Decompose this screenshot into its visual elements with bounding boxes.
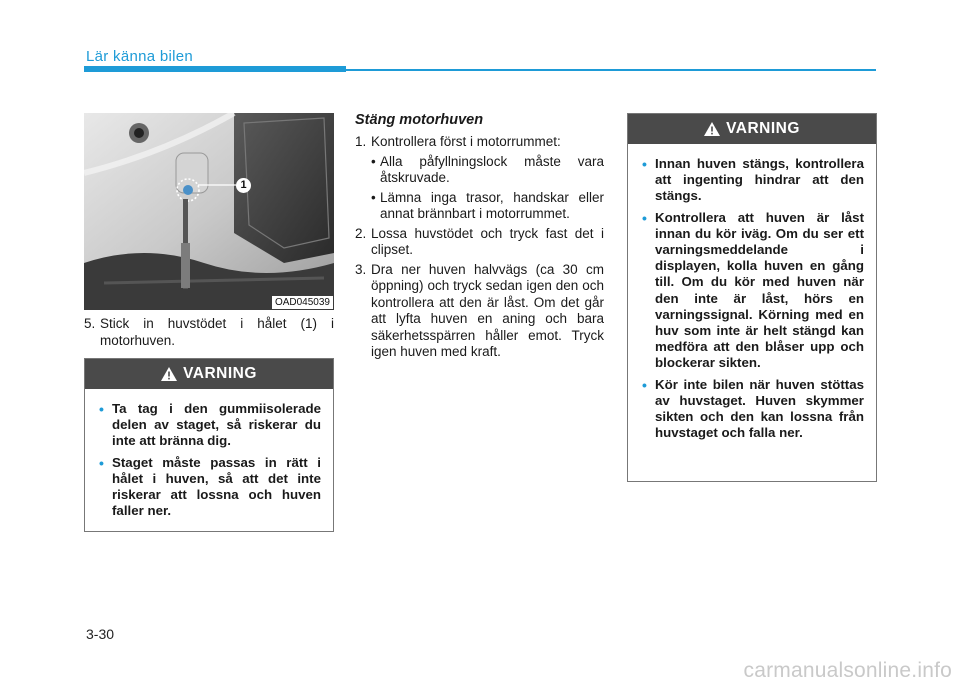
bullet-icon: • bbox=[642, 376, 647, 393]
close-hood-section bbox=[355, 112, 604, 364]
step-5 bbox=[84, 316, 334, 349]
bullet-icon: • bbox=[99, 454, 104, 471]
page-number: 3-30 bbox=[86, 626, 115, 642]
section-title: Lär känna bilen bbox=[86, 48, 194, 65]
step-1: 1. Kontrollera först i motorrummet: bbox=[355, 134, 561, 149]
warning-triangle-icon bbox=[161, 367, 177, 381]
warning-header bbox=[628, 114, 876, 144]
warning-item: • Ta tag i den gummiisolerade delen av staget, så riskerar du inte att bränna dig. bbox=[99, 401, 321, 449]
bullet-icon: • bbox=[642, 209, 647, 226]
bullet-icon: • bbox=[99, 401, 104, 417]
bullet-icon: • bbox=[642, 156, 647, 172]
warning-box-right bbox=[627, 113, 877, 482]
warning-title: VARNING bbox=[726, 120, 800, 137]
check-bullet: • Lämna inga trasor, handskar eller annat brännbart i motorrummet. bbox=[371, 189, 604, 221]
warning-triangle-icon bbox=[704, 122, 720, 136]
step-text: Stick in huvstödet i hålet (1) i motorhuven. bbox=[100, 316, 334, 348]
callout-1: 1 bbox=[236, 178, 251, 193]
warning-item: • Staget måste passas in rätt i hålet i huven, så att det inte riskerar att lossna och huven faller ner. bbox=[99, 454, 321, 519]
watermark: carmanualsonline.info bbox=[743, 659, 952, 682]
bullet-icon: • bbox=[371, 189, 376, 205]
warning-header bbox=[85, 359, 333, 389]
warning-item: • Kontrollera att huven är låst innan du kör iväg. Om du ser ett varningsmeddelande i displayen, kolla huven en gång till. Om du kör med huven när den inte är låst, hörs en varningssignal. Körning med en huv som inte är helt stängd kan medföra att den blåser upp och blockerar sikten. bbox=[642, 209, 864, 371]
step-number: 5. bbox=[84, 316, 96, 331]
step-2: 2. Lossa huvstödet och tryck fast det i clipset. bbox=[355, 225, 604, 257]
header-rule bbox=[346, 69, 876, 71]
bullet-icon: • bbox=[371, 153, 376, 169]
section-heading: Stäng motorhuven bbox=[355, 112, 484, 128]
figure-code: OAD045039 bbox=[272, 296, 333, 309]
check-bullet: • Alla påfyllningslock måste vara åtskruvade. bbox=[371, 153, 604, 185]
header-accent-bar bbox=[84, 66, 346, 72]
warning-title: VARNING bbox=[183, 365, 257, 382]
warning-box-left bbox=[84, 358, 334, 532]
warning-item: • Kör inte bilen när huven stöttas av huvstaget. Huven skymmer sikten och den kan lossna från huvstaget och falla ner. bbox=[642, 376, 864, 441]
hood-stay-photo bbox=[84, 113, 334, 310]
warning-item: • Innan huven stängs, kontrollera att ingenting hindrar att den stängs. bbox=[642, 156, 864, 204]
step-3: 3. Dra ner huven halvvägs (ca 30 cm öppning) och tryck sedan igen den och kontrollera att den är låst. Om det går att lyfta huven en aning och bara säkerhetsspärren håller emot. Tryck igen huven med kraft. bbox=[355, 261, 604, 359]
